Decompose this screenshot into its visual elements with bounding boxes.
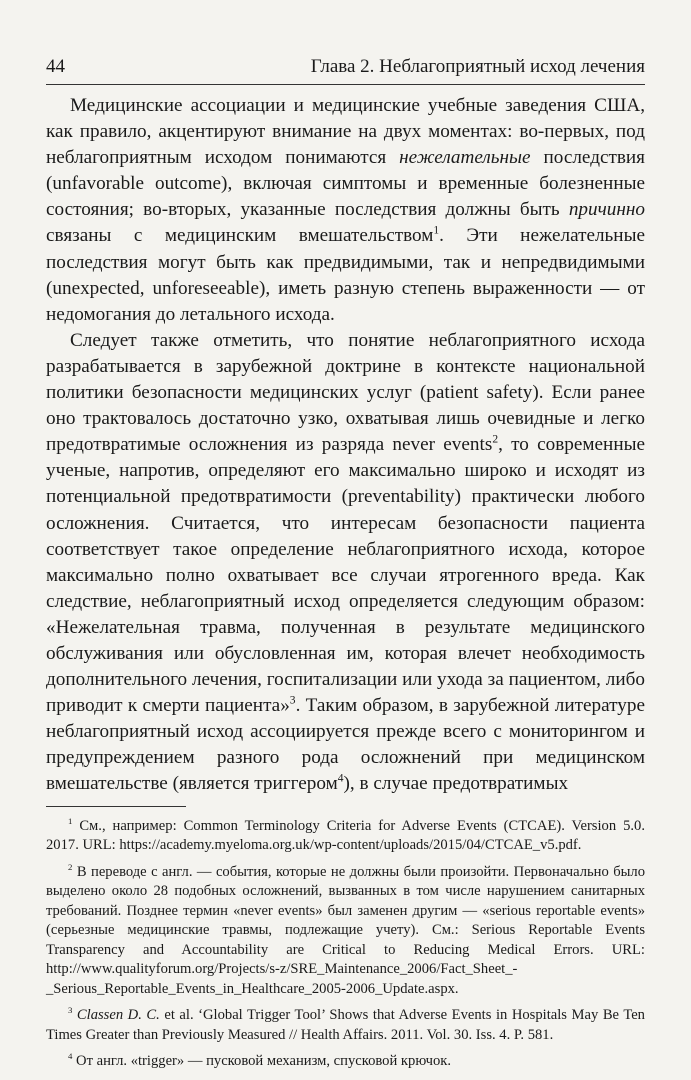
footnote-1	[46, 817, 645, 856]
footnote-3-author: Classen D. C.	[76, 1007, 160, 1024]
page-number: 44	[46, 56, 65, 77]
paragraph-2-text-a: Следует также отметить, что понятие неблагоприятного исхода разрабатывается в зарубежной доктрине в контексте национальной политики безопасности медицинских услуг (patient safety). Если ранее оно трактовалось достаточно узко, охватывая лишь очевидные и легко предотвратимые осложнения из разряда never events	[46, 329, 645, 456]
paragraph-1-text-c: связаны с медицинским вмешательством	[46, 225, 434, 247]
paragraph-2-text-b: , то современные ученые, напротив, определяют его максимально широко и исходят из потенциальной предотвратимости (preventability) практически любого осложнения. Считается, что интересам безопасности пациента соответствует такое определение неблагоприятного исхода, которое максимально полно охватывает все случаи ятрогенного вреда. Как следствие, неблагоприятный исход определяется следующим образом: «Нежелательная травма, полученная в результате медицинского обслуживания или обусловленная им, которая влечет необходимость дополнительного лечения, госпитализации или ухода за пациентом, либо приводит к смерти пациента»	[46, 434, 645, 717]
paragraph-1-text-b: последствия (unfavorable outcome), включая симптомы и временные болезненные состояния; во-вторых, указанные последствия должны быть	[46, 147, 646, 221]
footnote-2-number: 2	[68, 861, 73, 872]
footnote-2	[46, 863, 645, 1000]
footnote-ref-1[interactable]: 1	[433, 225, 440, 238]
emphasis-nezhelatelnye: нежелательные	[399, 147, 531, 169]
footnote-ref-4[interactable]: 4	[337, 773, 344, 786]
footnote-ref-3[interactable]: 3	[289, 694, 296, 707]
paragraph-1	[46, 93, 645, 328]
footnote-1-number: 1	[68, 815, 73, 826]
footnote-3	[46, 1006, 645, 1045]
footnote-4	[46, 1052, 645, 1072]
chapter-title: Глава 2. Неблагоприятный исход лечения	[310, 56, 645, 77]
paragraph-1-text-d: . Эти нежелательные последствия могут быть как предвидимыми, так и непредвидимыми (unexpected, unforeseeable), иметь разную степень выраженности — от недомогания до летального исхода.	[46, 225, 645, 325]
main-text	[46, 93, 645, 798]
footnote-divider	[46, 806, 186, 807]
paragraph-1-text-a: Медицинские ассоциации и медицинские учебные заведения США, как правило, акцентируют внимание на двух моментах: во-первых, под неблагоприятным исходом понимаются	[46, 95, 645, 169]
footnote-2-text: В переводе с англ. — события, которые не должны были произойти. Первоначально было выделено около 28 подобных осложнений, вызванных в том числе нарушением санитарных требований. Позднее термин «never events» был заменен другим — «serious reportable events» (серьезные медицинские травмы, подлежащие учету). См.: Serious Reportable Events Transparency and Accountability are Critical to Reducing Medical Errors. URL: http://www.qualityforum.org/Projects/s-z/SRE_Maintenance_2006/Fact_Sheet_-_Serious_Reportable_Events_in_Healthcare_2005-2006_Update.aspx.	[46, 863, 645, 997]
footnote-4-text: От англ. «trigger» — пусковой механизм, спусковой крючок.	[76, 1053, 452, 1070]
paragraph-2-text-d: ), в случае предотвратимых	[343, 773, 569, 795]
footnote-1-text: См., например: Common Terminology Criteria for Adverse Events (CTCAE). Version 5.0. 2017. URL: https://academy.myeloma.org.uk/wp-content/uploads/2015/04/CTCAE_v5.pdf.	[46, 817, 645, 854]
emphasis-prichinno: причинно	[568, 199, 645, 221]
footnote-3-number: 3	[68, 1005, 73, 1016]
footnotes	[46, 817, 645, 1072]
paragraph-2-text-c: . Таким образом, в зарубежной литературе неблагоприятный исход ассоциируется прежде всего с мониторингом и предупреждением разного рода осложнений при медицинском вмешательстве (является триггером	[46, 695, 645, 795]
footnote-ref-2[interactable]: 2	[492, 433, 499, 446]
footnote-4-number: 4	[68, 1051, 73, 1062]
running-header	[46, 56, 645, 85]
footnote-3-text: et al. ‘Global Trigger Tool’ Shows that Adverse Events in Hospitals May Be Ten Times Greater than Previously Measured // Health Affairs. 2011. Vol. 30. Iss. 4. P. 581.	[46, 1007, 645, 1043]
paragraph-2	[46, 328, 645, 798]
